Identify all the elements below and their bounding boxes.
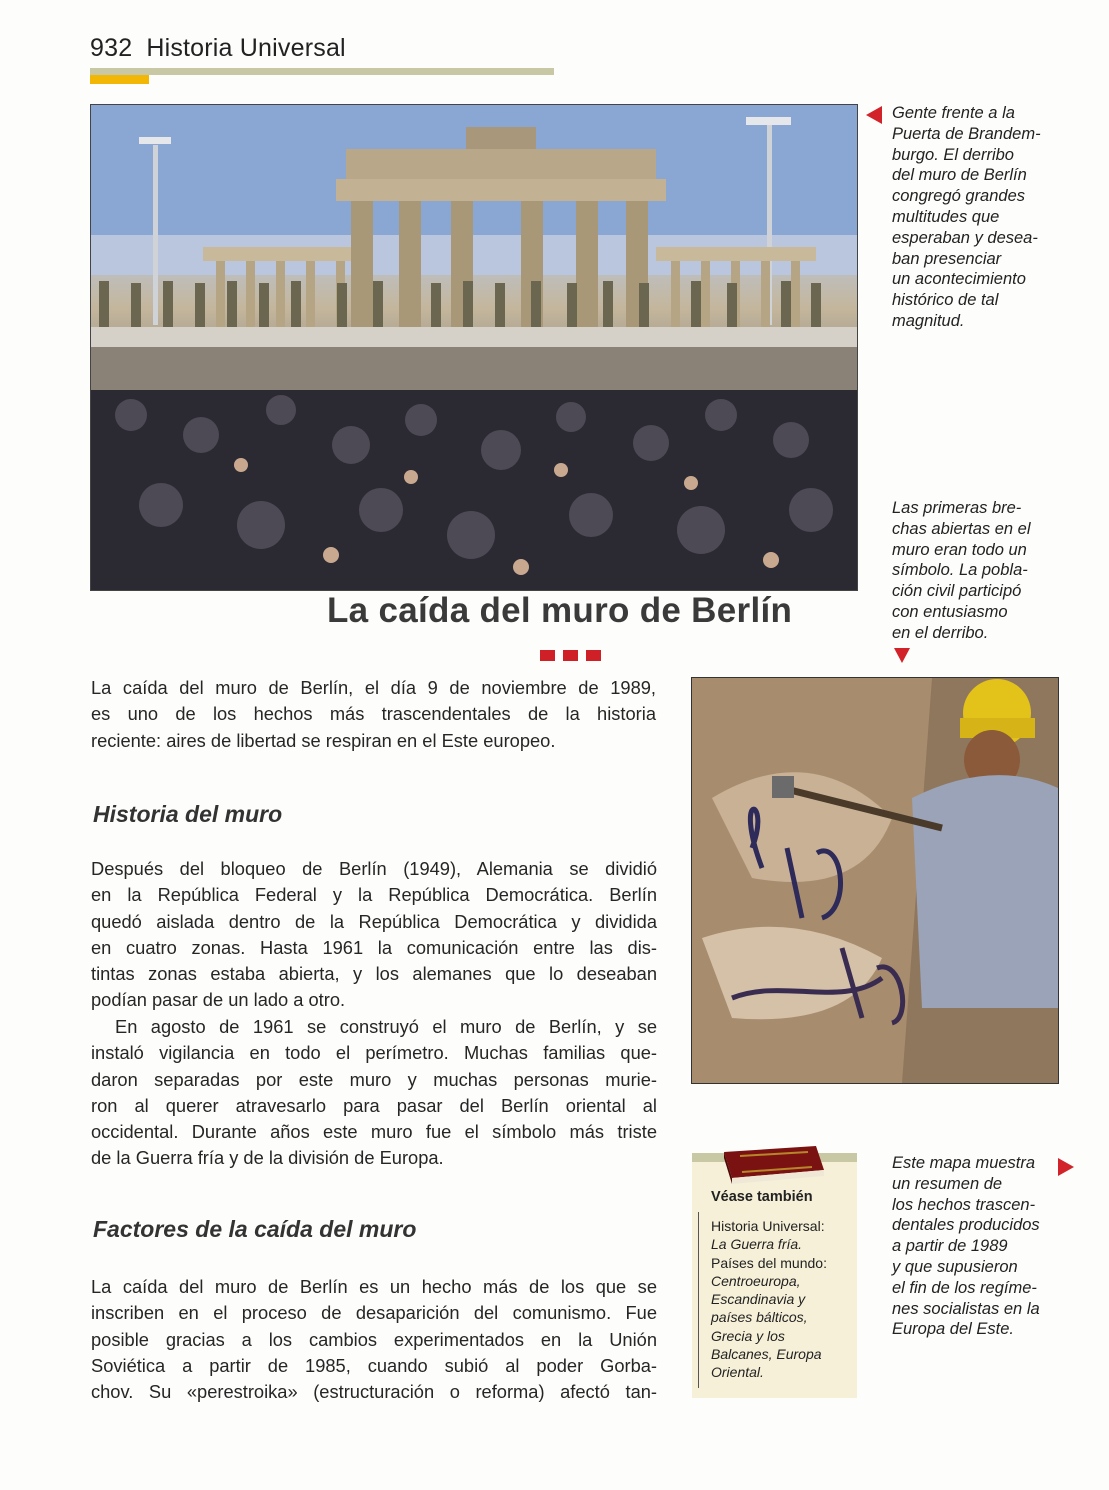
section-heading-historia: Historia del muro: [93, 801, 283, 827]
see-also-rule: [698, 1212, 699, 1388]
brandenburg-gate-illustration: [91, 105, 857, 590]
running-header: [90, 34, 346, 63]
page-number: 932: [90, 34, 133, 62]
caption-map: Este mapa muestra un resumen de los hechos trascen- dentales producidos a partir de 1989 y que supusieron el fin de los regíme- nes socialistas en la Europa del Este.: [892, 1154, 1040, 1339]
see-also-item[interactable]: países bálticos,: [711, 1309, 808, 1326]
header-rule: [90, 68, 554, 75]
paragraph-historia-1: Después del bloqueo de Berlín (1949), Alemania se dividió en la República Federal y la República Democrática. Berlín quedó aislada dentro de la República Democrática y dividida en cuatro zonas. Hasta 1961 la comunicación entre las dis- tintas zonas estaba abierta, y los alemanes que lo deseaban podían pasar de un lado a otro.: [91, 858, 657, 1011]
see-also-item[interactable]: Balcanes, Europa: [711, 1346, 822, 1363]
caption-pointer-left-icon: [866, 106, 882, 124]
wall-demolition-illustration: [692, 678, 1058, 1083]
see-also-item[interactable]: Oriental.: [711, 1364, 764, 1381]
title-ornament-square: [563, 650, 578, 661]
intro-paragraph: La caída del muro de Berlín, el día 9 de noviembre de 1989, es uno de los hechos más trascendentales de la historia reciente: aires de libertad se respiran en el Este europeo.: [91, 677, 656, 751]
title-ornament-square: [586, 650, 601, 661]
caption-pointer-right-icon: [1058, 1158, 1074, 1176]
title-ornament-square: [540, 650, 555, 661]
header-accent-bar: [90, 75, 149, 84]
book-icon: [720, 1142, 826, 1195]
photo-brandenburg-gate: [90, 104, 858, 591]
see-also-item[interactable]: Historia Universal:: [711, 1218, 825, 1234]
see-also-title: Véase también: [711, 1189, 813, 1205]
caption-breaches: Las primeras bre- chas abiertas en el muro eran todo un símbolo. La pobla- ción civil participó con entusiasmo en el derribo.: [892, 499, 1031, 642]
photo-wall-demolition: [691, 677, 1059, 1084]
header-title: Historia Universal: [146, 34, 346, 62]
section-heading-factores: Factores de la caída del muro: [93, 1216, 417, 1242]
see-also-item[interactable]: Grecia y los: [711, 1327, 785, 1344]
see-also-item[interactable]: Escandinavia y: [711, 1291, 806, 1308]
caption-brandenburg: Gente frente a la Puerta de Brandem- burgo. El derribo del muro de Berlín congregó grandes multitudes que esperaban y desea- ban presenciar un acontecimiento histórico de tal magnitud.: [892, 104, 1041, 330]
see-also-item[interactable]: Centroeuropa,: [711, 1272, 801, 1289]
see-also-list: [711, 1217, 827, 1382]
caption-pointer-down-icon: [894, 648, 910, 663]
see-also-item[interactable]: Países del mundo:: [711, 1254, 827, 1271]
paragraph-factores-1: La caída del muro de Berlín es un hecho más de los que se inscriben en el proceso de desaparición del comunismo. Fue posible gracias a los cambios experimentados en la Unión Soviética a partir de 1985, cuando subió al poder Gorba- chov. Su «perestroika» (estructuración o reforma) afectó tan-: [91, 1276, 657, 1403]
paragraph-historia-2: En agosto de 1961 se construyó el muro de Berlín, y se instaló vigilancia en todo el perímetro. Muchas familias que- daron separadas por este muro y muchas personas murie- ron al querer atravesarlo para pasar del Berlín oriental al occidental. Durante años este muro fue el símbolo más triste de la Guerra fría y de la división de Europa.: [91, 1016, 657, 1169]
article-title: La caída del muro de Berlín: [327, 591, 793, 630]
see-also-item[interactable]: La Guerra fría.: [711, 1236, 803, 1253]
